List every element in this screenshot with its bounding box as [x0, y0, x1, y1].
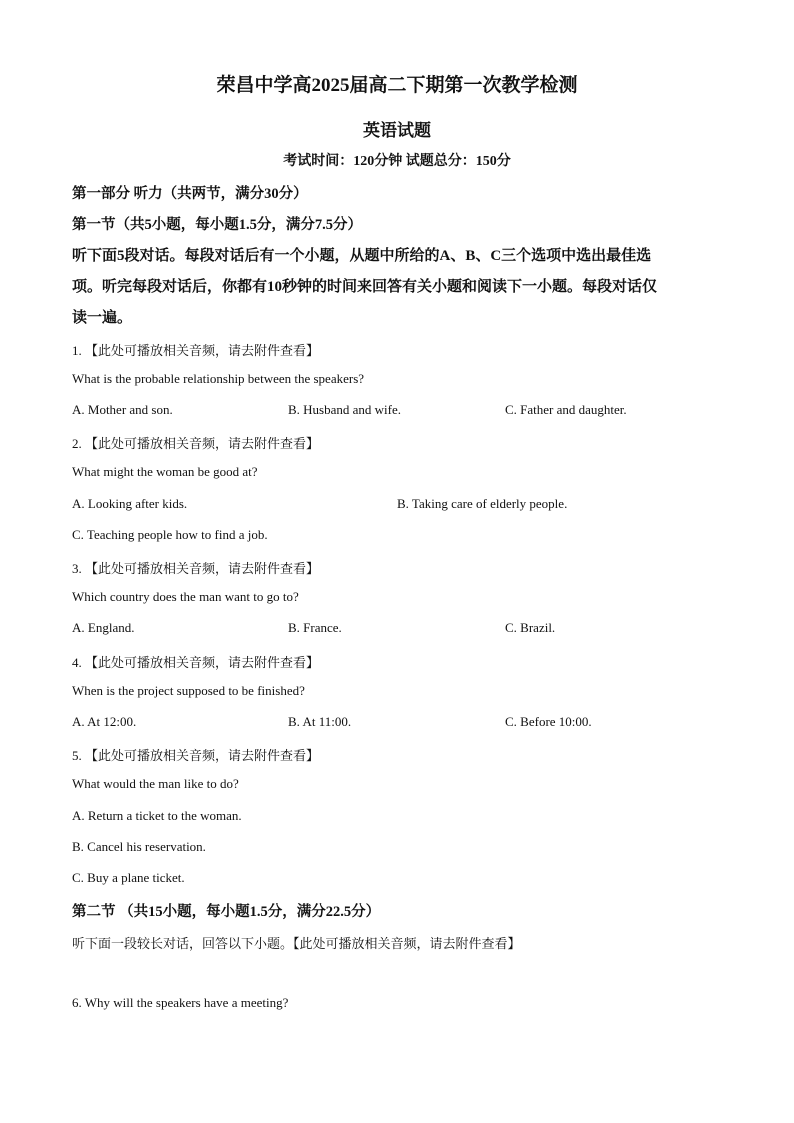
q4-option-a: A. At 12:00.: [72, 714, 137, 729]
q5-option-c: C. Buy a plane ticket.: [72, 870, 185, 885]
instruction-line: 读一遍。: [72, 310, 133, 326]
exam-title: 荣昌中学高2025届高二下期第一次教学检测: [216, 75, 578, 96]
q2-option-c: C. Teaching people how to find a job.: [72, 527, 268, 542]
q5-audio-note: 5. 【此处可播放相关音频，请去附件查看】: [72, 748, 320, 763]
q1-question: What is the probable relationship between the speakers?: [72, 371, 365, 386]
q5-option-b: B. Cancel his reservation.: [72, 839, 206, 854]
q4-audio-note: 4. 【此处可播放相关音频，请去附件查看】: [72, 655, 320, 670]
section2-instruction: 听下面一段较长对话，回答以下小题。【此处可播放相关音频，请去附件查看】: [72, 936, 521, 951]
q2-option-b: B. Taking care of elderly people.: [397, 496, 568, 511]
q5-option-a: A. Return a ticket to the woman.: [72, 808, 242, 823]
q3-option-c: C. Brazil.: [505, 620, 556, 635]
q5-question: What would the man like to do?: [72, 776, 239, 791]
q2-option-a: A. Looking after kids.: [72, 496, 188, 511]
q1-option-b: B. Husband and wife.: [288, 402, 402, 417]
q3-option-a: A. England.: [72, 620, 135, 635]
q1-option-c: C. Father and daughter.: [505, 402, 627, 417]
q3-question: Which country does the man want to go to?: [72, 589, 299, 604]
section1-heading: 第一节（共5小题，每小题1.5分，满分7.5分）: [72, 217, 362, 233]
instruction-line: 听下面5段对话。每段对话后有一个小题，从题中所给的A、B、C三个选项中选出最佳选: [72, 248, 652, 264]
exam-subtitle: 英语试题: [363, 121, 431, 140]
q3-audio-note: 3. 【此处可播放相关音频，请去附件查看】: [72, 561, 320, 576]
q6-question: 6. Why will the speakers have a meeting?: [72, 995, 289, 1010]
q4-option-c: C. Before 10:00.: [505, 714, 592, 729]
exam-info: 考试时间：120分钟 试题总分：150分: [283, 154, 511, 169]
q2-question: What might the woman be good at?: [72, 464, 258, 479]
part1-heading: 第一部分 听力（共两节，满分30分）: [72, 186, 308, 202]
section2-heading: 第二节 （共15小题，每小题1.5分，满分22.5分）: [72, 904, 381, 920]
q1-option-a: A. Mother and son.: [72, 402, 173, 417]
q4-question: When is the project supposed to be finished?: [72, 683, 305, 698]
q4-option-b: B. At 11:00.: [288, 714, 352, 729]
q3-option-b: B. France.: [288, 620, 342, 635]
q2-audio-note: 2. 【此处可播放相关音频，请去附件查看】: [72, 436, 320, 451]
q1-audio-note: 1. 【此处可播放相关音频，请去附件查看】: [72, 343, 320, 358]
instruction-line: 项。听完每段对话后，你都有10秒钟的时间来回答有关小题和阅读下一小题。每段对话仅: [72, 279, 658, 295]
